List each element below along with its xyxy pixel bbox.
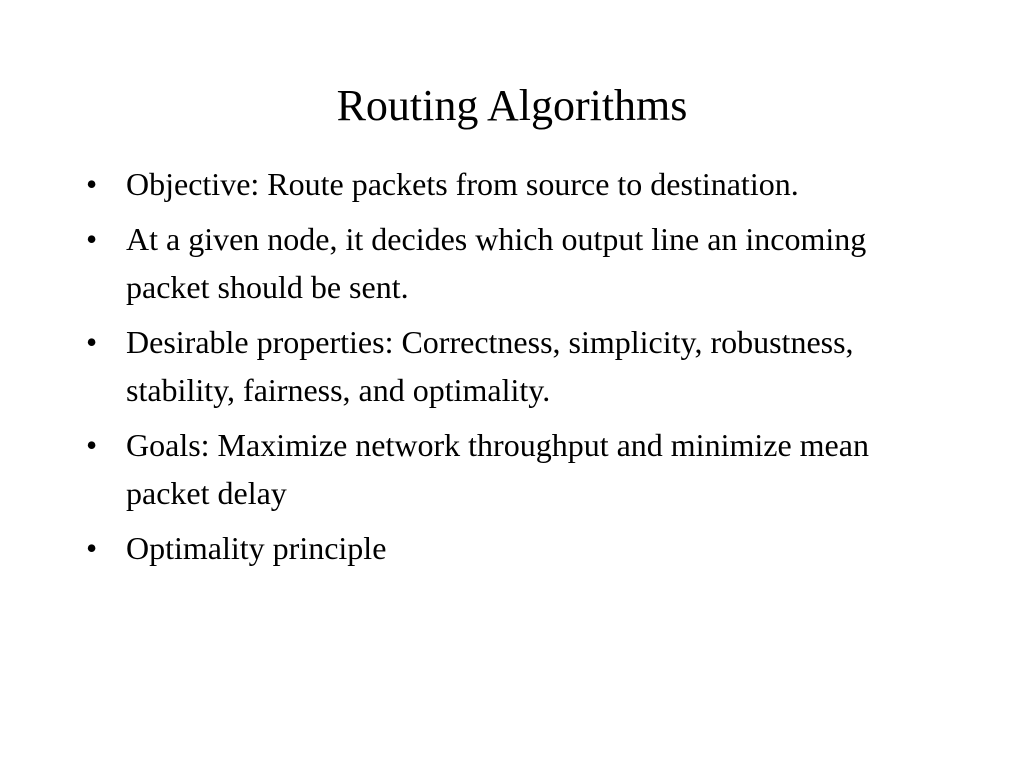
bullet-list — [86, 160, 906, 579]
bullet-item-objective — [86, 160, 906, 208]
bullet-text: At a given node, it decides which output line an incoming packet should be sent. — [126, 221, 867, 305]
slide-title: Routing Algorithms — [336, 81, 688, 130]
bullet-item-goals — [86, 421, 906, 517]
bullet-item-desirable-properties — [86, 318, 906, 414]
bullet-item-node-decision — [86, 215, 906, 311]
bullet-dot-icon: • — [86, 324, 98, 360]
bullet-dot-icon: • — [86, 427, 98, 463]
bullet-text: Objective: Route packets from source to destination. — [126, 166, 799, 202]
bullet-text: Goals: Maximize network throughput and minimize mean packet delay — [126, 427, 869, 511]
bullet-text: Desirable properties: Correctness, simplicity, robustness, stability, fairness, and optimality. — [126, 324, 854, 408]
bullet-dot-icon: • — [86, 166, 98, 202]
bullet-text: Optimality principle — [126, 530, 387, 566]
bullet-dot-icon: • — [86, 530, 98, 566]
bullet-dot-icon: • — [86, 221, 98, 257]
bullet-item-optimality-principle — [86, 524, 906, 572]
